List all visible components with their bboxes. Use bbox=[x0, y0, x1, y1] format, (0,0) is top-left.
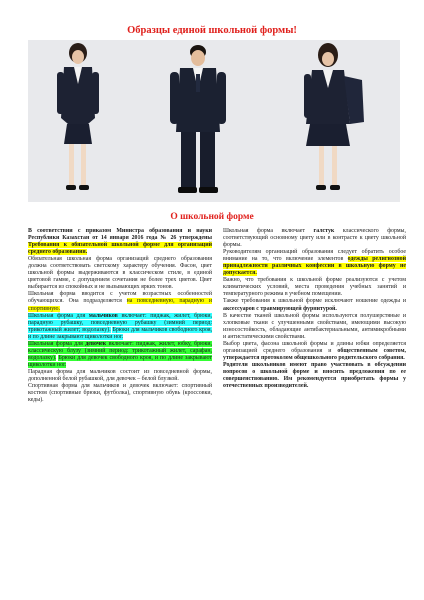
sport-uniform-paragraph: Спортивная форма для мальчиков и девочек включает: спортивный костюм (спортивные брюки, футболка), спортивную обувь (кроссовки, кеды). bbox=[28, 383, 212, 404]
religious-clothing-paragraph: Руководителям организаций образования следует обратить особое внимание на то, что включение элементов одежды религиозной принадлежности различных конфессии в школьную форму не допускается. bbox=[223, 249, 406, 277]
fabrics-paragraph: В качестве тканей школьной формы используются полушерстяные и хлопковые ткани с улучшенными свойствами, имеющими высокую износостойкость, обладающие антибактериальными, антимикробными и антистатическими свойствами. bbox=[223, 312, 406, 340]
page-title: Образцы единой школьной формы! bbox=[127, 25, 297, 36]
left-column bbox=[28, 228, 212, 404]
girls-uniform-paragraph: Школьная форма для девочек включает: пиджак, жилет, юбку, брюки, классическую блузу (зимний период: трикотажный жилет, сарафан, водолазку). Брюки для девочек свободного кроя, и по длине закрывают щиколотки ног. bbox=[28, 340, 212, 368]
color-choice-paragraph: Выбор цвета, фасона школьной формы и длины юбки определяется организацией среднего образования и общественным советом, утверждается протоколом общешкольного родительского собрания. bbox=[223, 340, 406, 361]
parade-uniform-paragraph: Парадная форма для мальчиков состоит из повседневной формы, дополненной белой рубашкой, для девочек – белой блузкой. bbox=[28, 368, 212, 382]
tie-paragraph: Школьная форма включает галстук классического формы, соответствующий основному цвету или в контрасте к цвету школьной формы. bbox=[223, 228, 406, 249]
accessories-paragraph: Также требования к школьной форме исключают ношение одежды и аксессуаров с травмирующей фурнитурой. bbox=[223, 298, 406, 312]
uniform-photo bbox=[28, 40, 400, 202]
climate-paragraph: Важно, что требования к школьной форме реализуются с учетом климатических условий, места проведения учебных занятий и температурного режима в учебном помещении. bbox=[223, 277, 406, 298]
boys-uniform-paragraph: Школьная форма для мальчиков включает: пиджак, жилет, брюки, парадную рубашку, повседневную рубашку (зимний период: трикотажный жилет; водолазку). Брюки для мальчиков свободного кроя, и по длине закрывают щиколотки ног. bbox=[28, 312, 212, 340]
requirements-paragraph: Обязательная школьная форма организаций среднего образования должна соответствовать светскому характеру обучения. Фасон, цвет школьной формы выдерживаются в классическом стиле, в единой цветовой гамме, с допущением сочетания не более трех цветов. Цвет выбирается из спокойных и не вызывающих ярких тонов. bbox=[28, 256, 212, 291]
parents-paragraph: Родители школьников имеют право участвовать в обсуждении вопросов о школьной форме и вносить предложения по ее совершенствованию. Им рекомендуется приобретать формы у отечественных производителей. bbox=[223, 361, 406, 390]
section-title: О школьной форме bbox=[170, 212, 254, 222]
right-column bbox=[223, 228, 406, 390]
form-types-paragraph: Школьная форма вводится с учетом возрастных особенностей обучающихся. Она подразделяется на повседневную, парадную и спортивную. bbox=[28, 291, 212, 312]
decree-paragraph: В соответствии с приказом Министра образования и науки Республики Казахстан от 14 января 2016 года № 26 утверждены Требования к обязательной школьной форме для организаций среднего образования. bbox=[28, 228, 212, 256]
